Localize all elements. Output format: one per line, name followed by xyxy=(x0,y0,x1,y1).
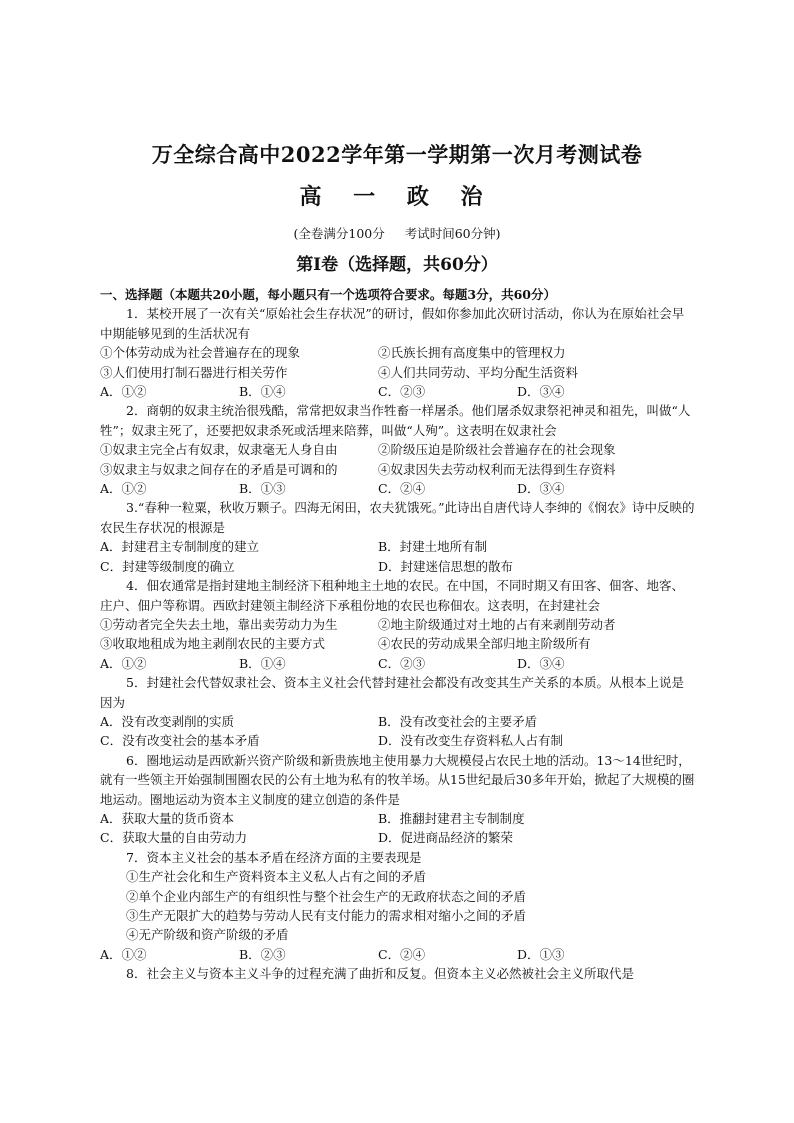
option-a: A．①② xyxy=(100,481,147,497)
question-2 xyxy=(100,401,696,498)
item: ④无产阶级和资产阶级的矛盾 xyxy=(126,927,289,943)
option-c: C．②③ xyxy=(378,655,426,671)
question-content xyxy=(100,285,696,984)
question-1 xyxy=(100,304,696,401)
option-row xyxy=(100,731,696,750)
option-d: D．③④ xyxy=(517,655,565,671)
option-a: A．①② xyxy=(100,946,147,962)
item: ①奴隶主完全占有奴隶，奴隶毫无人身自由 xyxy=(100,442,338,458)
item: ①劳动者完全失去土地，靠出卖劳动力为生 xyxy=(100,616,338,632)
option-c: C．②④ xyxy=(378,946,426,962)
option-row xyxy=(100,945,696,964)
item: ④人们共同劳动、平均分配生活资料 xyxy=(378,364,579,380)
item: ②氏族长拥有高度集中的管理权力 xyxy=(378,345,566,361)
option-c: C．②③ xyxy=(378,384,426,400)
item-row xyxy=(100,634,696,653)
exam-meta xyxy=(0,225,794,243)
item-row xyxy=(100,460,696,479)
option-b: B．①④ xyxy=(239,384,286,400)
item: ②地主阶级通过对土地的占有来剥削劳动者 xyxy=(378,616,616,632)
item: ②阶级压迫是阶级社会普遍存在的社会现象 xyxy=(378,442,616,458)
question-8 xyxy=(100,964,696,983)
question-3 xyxy=(100,498,696,576)
question-5 xyxy=(100,673,696,751)
item: ③奴隶主与奴隶之间存在的矛盾是可调和的 xyxy=(100,461,338,477)
option-c: C．获取大量的自由劳动力 xyxy=(100,830,248,846)
option-row xyxy=(100,712,696,731)
option-row xyxy=(100,654,696,673)
option-row xyxy=(100,828,696,847)
item-row xyxy=(100,440,696,459)
question-6 xyxy=(100,751,696,848)
option-c: C．封建等级制度的确立 xyxy=(100,558,235,574)
option-b: B．推翻封建君主专制制度 xyxy=(378,810,525,826)
option-a: A．获取大量的货币资本 xyxy=(100,810,235,826)
question-stem: 1．某校开展了一次有关“原始社会生存状况”的研讨，假如你参加此次研讨活动，你认为在原始社会早中期能够见到的生活状况有 xyxy=(100,306,685,341)
option-row xyxy=(100,809,696,828)
option-row xyxy=(100,479,696,498)
option-row xyxy=(100,537,696,556)
option-a: A．①② xyxy=(100,655,147,671)
item: ③生产无限扩大的趋势与劳动人民有支付能力的需求相对缩小之间的矛盾 xyxy=(126,908,527,923)
option-a: A．①② xyxy=(100,384,147,400)
option-row xyxy=(100,557,696,576)
option-c: C．没有改变社会的基本矛盾 xyxy=(100,733,260,749)
full-score: (全卷满分100分 xyxy=(293,226,385,241)
option-b: B．封建土地所有制 xyxy=(378,539,488,555)
question-stem: 7．资本主义社会的基本矛盾在经济方面的主要表现是 xyxy=(126,849,422,865)
option-b: B．没有改变社会的主要矛盾 xyxy=(378,713,538,729)
question-stem: 8．社会主义与资本主义斗争的过程充满了曲折和反复。但资本主义必然被社会主义所取代是 xyxy=(126,966,634,982)
item: ①生产社会化和生产资料资本主义私人占有之间的矛盾 xyxy=(126,869,427,885)
item: ①个体劳动成为社会普遍存在的现象 xyxy=(100,345,301,361)
option-b: B．②③ xyxy=(239,946,286,962)
exam-subject: 高 一 政 治 xyxy=(299,184,495,210)
option-d: D．③④ xyxy=(517,384,565,400)
option-d: D．促进商品经济的繁荣 xyxy=(378,830,514,846)
exam-title: 万全综合高中2022学年第一学期第一次月考测试卷 xyxy=(151,142,643,167)
section-heading: 一、选择题（本题共20小题，每小题只有一个选项符合要求。每题3分，共60分） xyxy=(100,287,556,302)
question-7 xyxy=(100,848,696,964)
option-a: A．没有改变剥削的实质 xyxy=(100,713,235,729)
question-4 xyxy=(100,576,696,673)
option-a: A．封建君主专制制度的建立 xyxy=(100,539,260,555)
item: ④农民的劳动成果全部归地主阶级所有 xyxy=(378,636,591,652)
option-d: D．③④ xyxy=(517,481,565,497)
item-row xyxy=(100,615,696,634)
question-stem: 5．封建社会代替奴隶社会、资本主义社会代替封建社会都没有改变其生产关系的本质。从根本上说是因为 xyxy=(100,675,684,710)
option-d: D．没有改变生存资料私人占有制 xyxy=(378,733,564,749)
item: ③人们使用打制石器进行相关劳作 xyxy=(100,364,288,380)
item-row xyxy=(100,363,696,382)
option-d: D．①③ xyxy=(517,946,565,962)
option-c: C．②④ xyxy=(378,481,426,497)
option-b: B．①③ xyxy=(239,481,286,497)
exam-duration: 考试时间60分钟) xyxy=(404,226,501,241)
option-b: B．①④ xyxy=(239,655,286,671)
question-stem: 2．商朝的奴隶主统治很残酷，常常把奴隶当作牲畜一样屠杀。他们屠杀奴隶祭祀神灵和祖先，叫做“人牲”；奴隶主死了，还要把奴隶杀死或活埋来陪葬，叫做“人殉”。这表明在奴隶社会 xyxy=(100,403,691,438)
question-stem: 6．圈地运动是西欧新兴资产阶级和新贵族地主使用暴力大规模侵占农民土地的活动。13～14世纪时，就有一些领主开始强制围圈农民的公有土地为私有的牧羊场。从15世纪最后30多年开始，掀起了大规模的圈地运动。圈地运动为资本主义制度的建立创造的条件是 xyxy=(100,752,695,807)
question-stem: 4．佃农通常是指封建地主制经济下租种地主土地的农民。在中国，不同时期又有田客、佃客、地客、庄户、佃户等称谓。西欧封建领主制经济下承租份地的农民也称佃农。这表明，在封建社会 xyxy=(100,578,684,613)
option-d: D．封建迷信思想的散布 xyxy=(378,558,514,574)
item: ③收取地租成为地主剥削农民的主要方式 xyxy=(100,636,326,652)
item-row xyxy=(100,343,696,362)
option-row xyxy=(100,382,696,401)
item: ②单个企业内部生产的有组织性与整个社会生产的无政府状态之间的矛盾 xyxy=(126,888,527,904)
item: ④奴隶因失去劳动权利而无法得到生存资料 xyxy=(378,461,616,477)
volume-heading: 第Ⅰ卷（选择题，共60分） xyxy=(296,255,498,275)
question-stem: 3.“春种一粒粟，秋收万颗子。四海无闲田，农夫犹饿死。”此诗出自唐代诗人李绅的《悯农》诗中反映的农民生存状况的根源是 xyxy=(100,500,695,535)
